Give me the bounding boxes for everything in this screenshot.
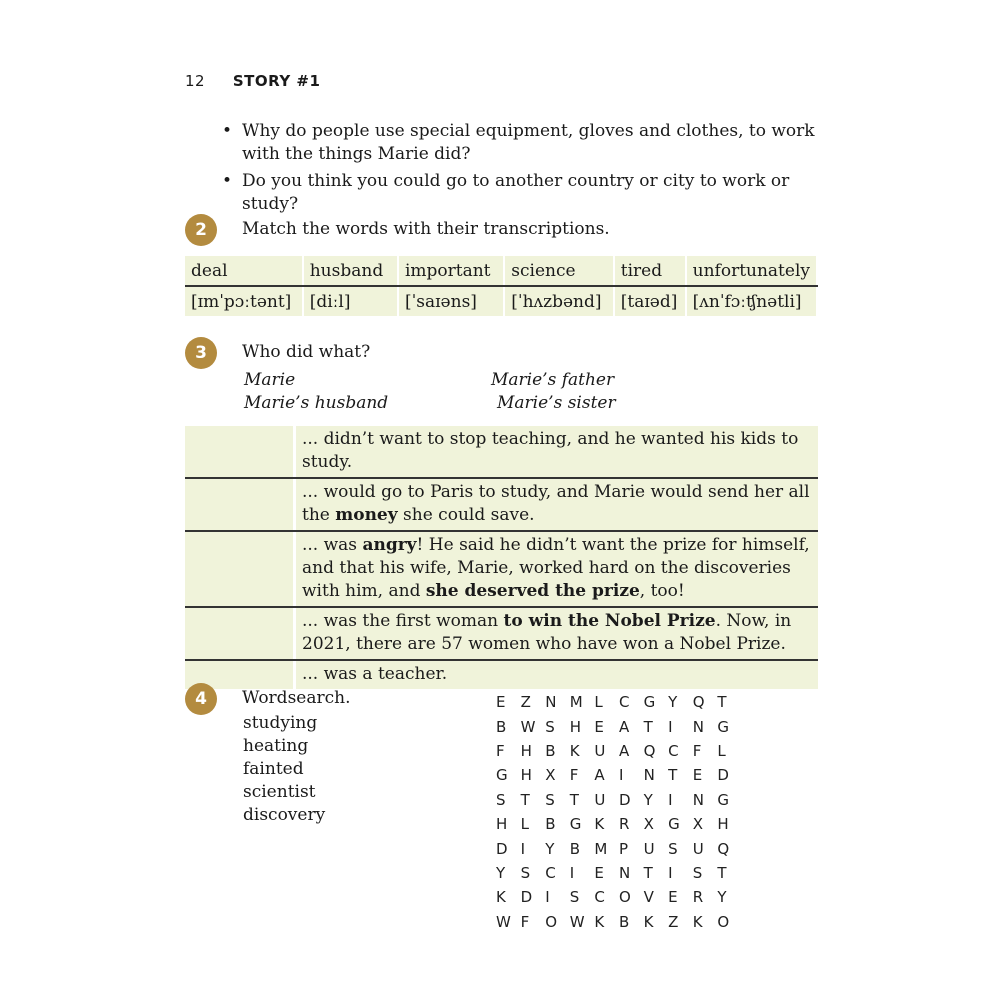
statement-text: ... was angry! He said he didn’t want the prize for himself, and that his wife, Marie, worked hard on the discoveries with him, and she deserved the prize, too! (302, 535, 810, 601)
grid-letter[interactable]: S (545, 790, 555, 809)
grid-letter[interactable]: F (496, 741, 505, 760)
grid-letter[interactable]: Y (496, 863, 506, 882)
table-row (185, 286, 817, 316)
grid-letter[interactable]: E (692, 766, 703, 785)
grid-row (496, 788, 742, 812)
bullet-item: • Do you think you could go to another country or city to work or study? (222, 171, 790, 214)
grid-letter[interactable]: W (569, 912, 585, 931)
grid-letter[interactable]: U (692, 839, 704, 858)
grid-letter[interactable]: A (594, 766, 605, 785)
grid-letter[interactable]: E (594, 863, 604, 882)
grid-letter[interactable]: R (618, 815, 630, 834)
word-cell: deal (185, 256, 303, 286)
grid-row (496, 885, 742, 909)
grid-letter[interactable]: C (545, 863, 556, 882)
grid-letter[interactable]: T (717, 863, 727, 882)
grid-letter[interactable]: W (496, 912, 511, 931)
grid-letter[interactable]: X (643, 815, 654, 834)
bullet-icon: • (222, 171, 233, 191)
grid-letter[interactable]: Z (520, 693, 531, 712)
grid-row (496, 763, 742, 787)
grid-letter[interactable]: K (496, 888, 506, 907)
grid-letter[interactable]: B (545, 741, 556, 760)
character-name: Marie (244, 370, 296, 390)
grid-letter[interactable]: C (668, 741, 679, 760)
grid-letter[interactable]: K (594, 815, 605, 834)
grid-row (496, 739, 742, 763)
grid-letter[interactable]: T (643, 717, 653, 736)
grid-row (496, 861, 742, 885)
grid-row (496, 836, 742, 860)
transcription-cell: [taɪəd] (614, 286, 686, 316)
grid-letter[interactable]: S (545, 717, 555, 736)
wordsearch-grid[interactable] (496, 690, 742, 934)
grid-letter[interactable]: S (668, 839, 678, 858)
grid-row (496, 812, 742, 836)
transcription-cell: [ˈhʌzbənd] (504, 286, 613, 316)
grid-letter[interactable]: I (668, 863, 673, 882)
grid-letter[interactable]: G (717, 717, 729, 736)
answer-blank[interactable] (185, 532, 296, 606)
grid-letter[interactable]: W (520, 717, 536, 736)
grid-letter[interactable]: U (594, 741, 606, 760)
grid-letter[interactable]: B (545, 815, 556, 834)
grid-letter[interactable]: G (569, 815, 582, 834)
word-cell: unfortunately (686, 256, 817, 286)
grid-letter[interactable]: Y (545, 839, 555, 858)
task-title: Wordsearch. (242, 688, 351, 708)
grid-letter[interactable]: H (496, 815, 508, 834)
grid-letter[interactable]: A (618, 741, 630, 760)
list-item: scientist (243, 782, 316, 802)
table-row (185, 479, 818, 532)
task-number-badge: 2 (185, 214, 217, 246)
transcription-table (185, 256, 818, 316)
grid-letter[interactable]: N (545, 693, 557, 712)
grid-letter[interactable]: S (569, 888, 580, 907)
grid-letter[interactable]: A (618, 717, 630, 736)
list-item: fainted (243, 759, 304, 779)
table-row (185, 256, 817, 286)
grid-letter[interactable]: M (594, 839, 608, 858)
character-name: Marie’s sister (497, 393, 616, 413)
grid-letter[interactable]: E (594, 717, 604, 736)
grid-letter[interactable]: I (668, 717, 673, 736)
grid-letter[interactable]: M (569, 693, 583, 712)
task-number-badge: 3 (185, 337, 217, 369)
grid-letter[interactable]: O (545, 912, 557, 931)
grid-letter[interactable]: P (618, 839, 629, 858)
grid-letter[interactable]: E (496, 693, 506, 712)
task-title: Match the words with their transcriptions. (242, 219, 610, 239)
grid-letter[interactable]: I (520, 839, 526, 858)
section-title: STORY #1 (232, 72, 321, 90)
statement-text: ... would go to Paris to study, and Marie would send her all the money she could save. (302, 482, 810, 525)
grid-letter[interactable]: G (717, 790, 729, 809)
grid-letter[interactable]: U (594, 790, 606, 809)
grid-letter[interactable]: D (618, 790, 631, 809)
grid-letter[interactable]: X (545, 766, 556, 785)
grid-letter[interactable]: D (496, 839, 508, 858)
grid-row (496, 714, 742, 738)
grid-letter[interactable]: Q (692, 693, 705, 712)
transcription-cell: [ˈsaɪəns] (398, 286, 504, 316)
grid-letter[interactable]: F (520, 912, 530, 931)
word-cell: tired (614, 256, 686, 286)
character-name: Marie’s father (491, 370, 615, 390)
grid-letter[interactable]: X (692, 815, 704, 834)
grid-letter[interactable]: L (594, 693, 603, 712)
grid-letter[interactable]: O (618, 888, 631, 907)
transcription-cell: [ʌnˈfɔːʧnətli] (686, 286, 817, 316)
grid-letter[interactable]: Y (643, 790, 653, 809)
grid-letter[interactable]: Q (717, 839, 730, 858)
grid-letter[interactable]: N (643, 766, 655, 785)
page-header (185, 72, 320, 90)
grid-letter[interactable]: U (643, 839, 655, 858)
grid-letter[interactable]: D (717, 766, 729, 785)
grid-letter[interactable]: K (569, 741, 580, 760)
grid-letter[interactable]: N (618, 863, 631, 882)
who-did-what-table (185, 426, 818, 689)
grid-letter[interactable]: L (717, 741, 726, 760)
discussion-questions (222, 120, 842, 220)
grid-letter[interactable]: Z (668, 912, 679, 931)
word-cell: science (504, 256, 613, 286)
grid-letter[interactable]: I (668, 790, 673, 809)
grid-row (496, 690, 742, 714)
grid-letter[interactable]: L (520, 815, 529, 834)
grid-letter[interactable]: N (692, 717, 704, 736)
task-title: Who did what? (242, 342, 371, 362)
page-number: 12 (185, 72, 206, 90)
bullet-icon: • (222, 121, 233, 141)
grid-letter[interactable]: S (496, 790, 506, 809)
grid-letter[interactable]: K (692, 912, 703, 931)
table-row (185, 426, 818, 479)
grid-letter[interactable]: H (569, 717, 582, 736)
grid-letter[interactable]: T (643, 863, 653, 882)
table-row (185, 532, 818, 608)
statement-text: ... was the first woman to win the Nobel Prize. Now, in 2021, there are 57 women who have won a Nobel Prize. (302, 611, 792, 654)
grid-letter[interactable]: S (692, 863, 703, 882)
grid-letter[interactable]: S (520, 863, 531, 882)
grid-letter[interactable]: K (594, 912, 605, 931)
grid-letter[interactable]: I (545, 888, 550, 907)
grid-letter[interactable]: F (692, 741, 702, 760)
grid-letter[interactable]: G (496, 766, 508, 785)
wordsearch-word-list (243, 712, 325, 827)
grid-letter[interactable]: C (618, 693, 630, 712)
word-cell: husband (303, 256, 398, 286)
grid-letter[interactable]: B (569, 839, 581, 858)
answer-blank[interactable] (185, 479, 296, 530)
grid-letter[interactable]: I (618, 766, 624, 785)
bullet-item: • Why do people use special equipment, gloves and clothes, to work with the things Marie did? (222, 121, 815, 164)
grid-letter[interactable]: T (668, 766, 678, 785)
grid-letter[interactable]: O (717, 912, 730, 931)
grid-letter[interactable]: N (692, 790, 704, 809)
grid-letter[interactable]: T (717, 693, 727, 712)
task-number-badge: 4 (185, 683, 217, 715)
statement-text: ... was a teacher. (302, 664, 448, 684)
grid-letter[interactable]: K (643, 912, 654, 931)
grid-letter[interactable]: Q (643, 741, 656, 760)
grid-letter[interactable]: H (520, 766, 532, 785)
list-item: heating (243, 736, 309, 756)
statement-text: ... didn’t want to stop teaching, and he wanted his kids to study. (302, 429, 799, 472)
table-row (185, 661, 818, 689)
grid-letter[interactable]: H (520, 741, 532, 760)
table-row (185, 608, 818, 661)
grid-letter[interactable]: F (569, 766, 579, 785)
transcription-cell: [diːl] (303, 286, 398, 316)
grid-letter[interactable]: T (520, 790, 530, 809)
grid-letter[interactable]: G (643, 693, 656, 712)
grid-letter[interactable]: V (643, 888, 654, 907)
grid-row (496, 910, 742, 934)
grid-letter[interactable]: C (594, 888, 605, 907)
word-cell: important (398, 256, 504, 286)
grid-letter[interactable]: B (618, 912, 630, 931)
transcription-cell: [ɪmˈpɔːtənt] (185, 286, 303, 316)
grid-letter[interactable]: T (569, 790, 579, 809)
list-item: studying (243, 713, 318, 733)
grid-letter[interactable]: E (668, 888, 678, 907)
grid-letter[interactable]: R (692, 888, 704, 907)
grid-letter[interactable]: Y (668, 693, 678, 712)
grid-letter[interactable]: I (569, 863, 575, 882)
list-item: discovery (243, 805, 326, 825)
grid-letter[interactable]: Y (717, 888, 727, 907)
grid-letter[interactable]: B (496, 717, 507, 736)
grid-letter[interactable]: D (520, 888, 533, 907)
answer-blank[interactable] (185, 426, 296, 477)
grid-letter[interactable]: G (668, 815, 680, 834)
character-name: Marie’s husband (244, 393, 389, 413)
grid-letter[interactable]: H (717, 815, 729, 834)
answer-blank[interactable] (185, 608, 296, 659)
